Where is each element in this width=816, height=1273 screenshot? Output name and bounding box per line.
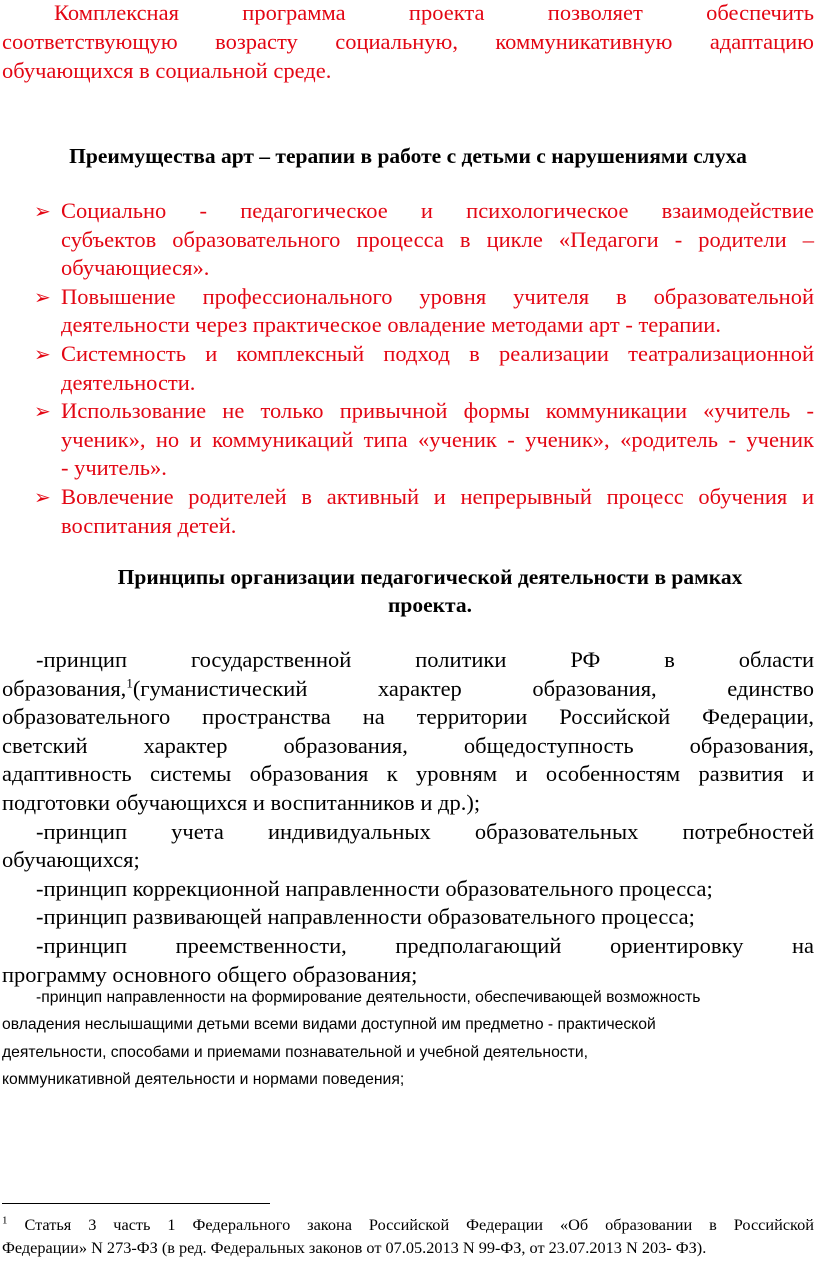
principle-paragraph <box>2 646 814 818</box>
advantages-list <box>0 197 816 540</box>
principle-line: светский характер образования, общедоступность образования, <box>2 732 814 758</box>
principle-line <box>2 675 814 704</box>
principle-line: образовательного пространства на территории Российской Федерации, <box>2 704 814 730</box>
principle-line: овладения неслышащими детьми всеми видами доступной им предметно - практической <box>2 1016 656 1034</box>
list-item-line: Использование не только привычной формы коммуникации «учитель - <box>61 398 814 424</box>
principles-heading <box>60 563 800 619</box>
principle-line: обучающихся; <box>2 847 140 873</box>
intro-paragraph <box>2 0 814 85</box>
principle-line: -принцип государственной политики РФ в области <box>36 647 814 672</box>
principle-line: -принцип преемственности, предполагающий ориентировку на <box>36 932 814 958</box>
principle-line: программу основного общего образования; <box>2 961 418 987</box>
intro-line: обучающихся в социальной среде. <box>2 58 332 83</box>
arrow-bullet-icon: ➢ <box>34 484 51 509</box>
arrow-bullet-icon: ➢ <box>34 199 51 223</box>
principle-paragraph <box>2 875 814 904</box>
principle-paragraph-sans <box>2 984 814 1093</box>
list-item-line: деятельности через практическое овладение методами арт - терапии. <box>61 312 721 338</box>
list-item-line: Повышение профессионального уровня учителя в образовательной <box>61 283 814 309</box>
list-item-line: деятельности. <box>61 369 196 395</box>
list-item <box>0 397 814 483</box>
list-item-line: Системность и комплексный подход в реализации театрализационной <box>61 340 814 366</box>
intro-line: Комплексная программа проекта позволяет обеспечить <box>54 0 814 25</box>
principle-line: подготовки обучающихся и воспитанников и др.); <box>2 789 481 815</box>
principle-line: -принцип учета индивидуальных образовательных потребностей <box>36 818 814 844</box>
principles-heading-line: проекта. <box>388 593 472 617</box>
list-item <box>0 283 814 340</box>
list-item <box>0 483 814 540</box>
list-item-line: воспитания детей. <box>61 512 237 538</box>
arrow-bullet-icon: ➢ <box>34 399 51 424</box>
footnote-line <box>2 1213 814 1236</box>
principle-line: -принцип направленности на формирование деятельности, обеспечивающей возможность <box>36 989 701 1006</box>
arrow-bullet-icon: ➢ <box>34 284 51 309</box>
footnote-text: Статья 3 часть 1 Федерального закона Российской Федерации «Об образовании в Российской <box>24 1215 814 1234</box>
list-item-line: - учитель». <box>61 455 167 481</box>
list-item-line: обучающиеся». <box>61 255 210 281</box>
footnote-divider <box>2 1203 270 1204</box>
principle-text: (гуманистический характер образования, единство <box>132 675 814 701</box>
list-item <box>0 197 814 283</box>
list-item <box>0 340 814 397</box>
principle-paragraph <box>2 932 814 989</box>
principle-line: деятельности, способами и приемами познавательной и учебной деятельности, <box>2 1043 588 1061</box>
footnote-ref: 1 <box>126 675 133 691</box>
principle-line: коммуникативной деятельности и нормами поведения; <box>2 1070 405 1088</box>
principle-line: -принцип развивающей направленности образовательного процесса; <box>36 904 695 930</box>
list-item-line: ученик», но и коммуникаций типа «ученик - ученик», «родитель - ученик <box>61 426 814 452</box>
principle-paragraph <box>2 818 814 875</box>
footnote-number: 1 <box>2 1214 8 1227</box>
principle-line: адаптивность системы образования к уровням и особенностям развития и <box>2 761 814 787</box>
principle-line: -принцип коррекционной направленности образовательного процесса; <box>36 875 713 901</box>
list-item-line: субъектов образовательного процесса в цикле «Педагоги - родители – <box>61 226 814 252</box>
principle-text: образования, <box>2 675 127 701</box>
footnote-line: Федерации» N 273-ФЗ (в ред. Федеральных законов от 07.05.2013 N 99-ФЗ, от 23.07.2013 N 203- ФЗ). <box>2 1238 707 1257</box>
list-item-line: Вовлечение родителей в активный и непрерывный процесс обучения и <box>61 483 814 509</box>
principles-heading-line: Принципы организации педагогической деятельности в рамках <box>117 565 743 589</box>
advantages-heading: Преимущества арт – терапии в работе с детьми с нарушениями слуха <box>69 144 747 168</box>
list-item-line: Социально - педагогическое и психологическое взаимодействие <box>61 198 814 223</box>
footnote <box>2 1213 814 1259</box>
principle-paragraph <box>2 903 814 932</box>
intro-line: соответствующую возрасту социальную, коммуникативную адаптацию <box>2 29 814 54</box>
principles-body <box>2 646 814 989</box>
arrow-bullet-icon: ➢ <box>34 341 51 366</box>
